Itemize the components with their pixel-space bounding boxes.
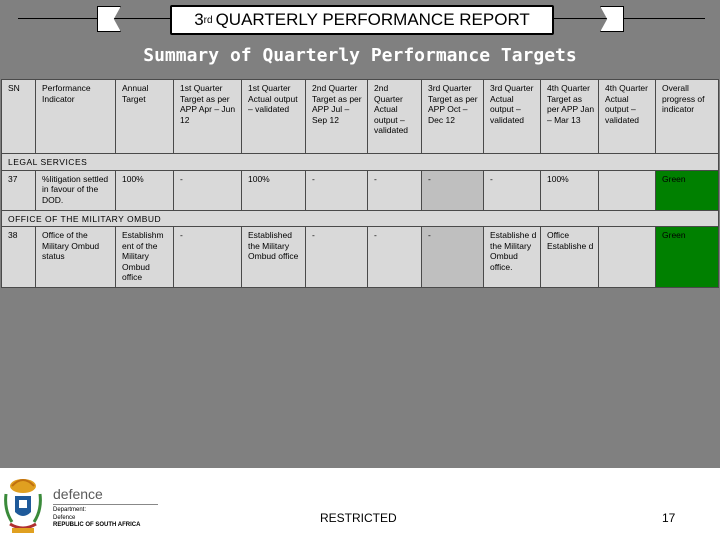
- department-line-1: Department:: [53, 507, 87, 513]
- department-line-3: REPUBLIC OF SOUTH AFRICA: [53, 522, 141, 528]
- cell-sn: 38: [2, 227, 36, 288]
- section-title: LEGAL SERVICES: [2, 154, 719, 171]
- section-row-military-ombud: [2, 210, 719, 227]
- report-title: [170, 5, 554, 35]
- header-q2-actual: 2nd Quarter Actual output – validated: [368, 80, 422, 154]
- cell-q2-actual: -: [368, 170, 422, 210]
- cell-overall-progress: Green: [656, 227, 719, 288]
- cell-q1-actual: 100%: [242, 170, 306, 210]
- cell-q4-actual: [599, 227, 656, 288]
- decorative-line-left: [18, 18, 170, 19]
- header-q4-target: 4th Quarter Target as per APP Jan – Mar 13: [541, 80, 599, 154]
- restricted-label: RESTRICTED: [320, 511, 397, 525]
- cell-annual-target: 100%: [116, 170, 174, 210]
- table-row: [2, 227, 719, 288]
- cell-q3-target: -: [422, 170, 484, 210]
- cell-q2-actual: -: [368, 227, 422, 288]
- header-q3-target: 3rd Quarter Target as per APP Oct – Dec 12: [422, 80, 484, 154]
- page-subtitle: Summary of Quarterly Performance Targets: [143, 45, 577, 66]
- cell-q1-actual: Established the Military Ombud office: [242, 227, 306, 288]
- cell-q3-actual: Establishe d the Military Ombud office.: [484, 227, 541, 288]
- cell-indicator: %litigation settled in favour of the DOD.: [36, 170, 116, 210]
- defence-logo-text: defence: [53, 486, 103, 502]
- coat-of-arms-icon: [2, 476, 44, 536]
- header-q1-actual: 1st Quarter Actual output – validated: [242, 80, 306, 154]
- cell-q2-target: -: [306, 227, 368, 288]
- header-annual-target: Annual Target: [116, 80, 174, 154]
- cell-q4-target: Office Establishe d: [541, 227, 599, 288]
- cell-q4-target: 100%: [541, 170, 599, 210]
- cell-overall-progress: Green: [656, 170, 719, 210]
- header-sn: SN: [2, 80, 36, 154]
- header-overall-progress: Overall progress of indicator: [656, 80, 719, 154]
- ribbon-right-icon: [600, 6, 624, 32]
- page-number: 17: [662, 511, 676, 525]
- cell-annual-target: Establishm ent of the Military Ombud office: [116, 227, 174, 288]
- cell-q1-target: -: [174, 227, 242, 288]
- title-superscript: rd: [203, 14, 213, 26]
- header-q4-actual: 4th Quarter Actual output – validated: [599, 80, 656, 154]
- title-rest: QUARTERLY PERFORMANCE REPORT: [215, 10, 530, 29]
- table-row: [2, 170, 719, 210]
- title-prefix: 3: [194, 10, 204, 29]
- cell-q4-actual: [599, 170, 656, 210]
- header-q2-target: 2nd Quarter Target as per APP Jul – Sep 12: [306, 80, 368, 154]
- cell-q1-target: -: [174, 170, 242, 210]
- cell-indicator: Office of the Military Ombud status: [36, 227, 116, 288]
- table-header-row: [2, 80, 719, 154]
- decorative-line-right: [550, 18, 705, 19]
- cell-q2-target: -: [306, 170, 368, 210]
- logo-divider: [53, 504, 158, 505]
- header-q1-target: 1st Quarter Target as per APP Apr – Jun 12: [174, 80, 242, 154]
- section-title: OFFICE OF THE MILITARY OMBUD: [2, 210, 719, 227]
- header-q3-actual: 3rd Quarter Actual output – validated: [484, 80, 541, 154]
- header-indicator: Performance Indicator: [36, 80, 116, 154]
- performance-table: [1, 79, 719, 288]
- department-line-2: Defence: [53, 514, 76, 521]
- department-label: [53, 507, 140, 530]
- cell-q3-actual: -: [484, 170, 541, 210]
- cell-q3-target: -: [422, 227, 484, 288]
- section-row-legal-services: [2, 154, 719, 171]
- cell-sn: 37: [2, 170, 36, 210]
- ribbon-left-icon: [97, 6, 121, 32]
